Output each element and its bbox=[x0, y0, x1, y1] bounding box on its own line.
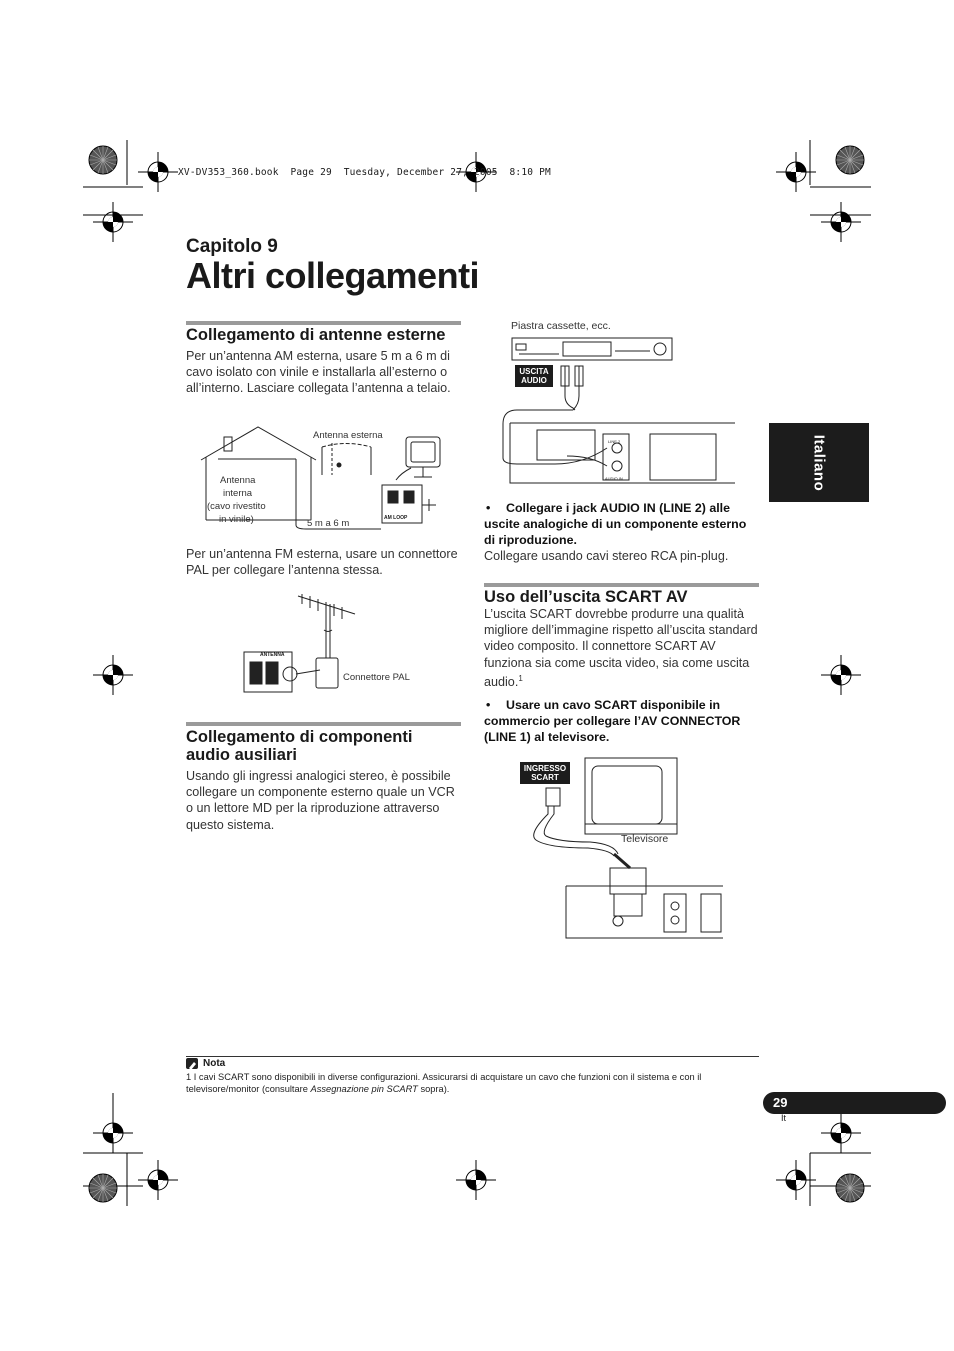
pal-connector-label: Connettore PAL bbox=[343, 672, 410, 683]
internal-antenna-label-1: Antenna bbox=[220, 475, 256, 486]
note-text bbox=[186, 1071, 761, 1095]
scart-section-text bbox=[484, 606, 762, 690]
section-title-audio-line2: audio ausiliari bbox=[186, 746, 297, 764]
antenna-port-label: ANTENNA bbox=[260, 652, 285, 658]
note-text-italic: Assegnazione pin SCART bbox=[310, 1084, 418, 1094]
language-tab bbox=[769, 423, 869, 502]
bullet-scart-marker: • bbox=[486, 698, 491, 712]
audio-output-tag bbox=[515, 365, 553, 387]
external-antenna-label: Antenna esterna bbox=[313, 430, 383, 441]
am-antenna-text: Per un’antenna AM esterna, usare 5 m a 6 m di cavo isolato con vinile e installarla all’esterno o all’interno. Lasciare collegata l’antenna a telaio. bbox=[186, 349, 451, 396]
am-loop-label: AM LOOP bbox=[384, 515, 408, 521]
page-number: 29 bbox=[773, 1095, 788, 1110]
internal-antenna-label-2: interna bbox=[223, 488, 253, 499]
am-antenna-figure bbox=[196, 425, 466, 540]
scart-text: L’uscita SCART dovrebbe produrre una qualità migliore dell’immagine rispetto all’uscita standard video composito. Il connettore SCART AV funziona sia come uscita video, sia come uscita audio. bbox=[484, 607, 758, 689]
line2-label: LINE 2 bbox=[608, 439, 621, 444]
section-title-scart: Uso dell’uscita SCART AV bbox=[484, 588, 688, 606]
fm-antenna-drawing bbox=[240, 590, 440, 700]
scart-figure bbox=[518, 756, 728, 941]
audio-in-label: AUDIO IN bbox=[605, 476, 623, 481]
scart-input-tag-line1: INGRESSO bbox=[523, 764, 567, 773]
internal-antenna-label-3: (cavo rivestito bbox=[207, 501, 266, 512]
section-title-antenna: Collegamento di antenne esterne bbox=[186, 326, 446, 344]
bullet-audio-marker: • bbox=[486, 501, 491, 515]
note-rule bbox=[186, 1056, 759, 1057]
fm-antenna-text: Per un’antenna FM esterna, usare un connettore PAL per collegare l’antenna stessa. bbox=[186, 547, 458, 578]
cassette-device-label: Piastra cassette, ecc. bbox=[511, 320, 611, 332]
note-title: Nota bbox=[203, 1058, 226, 1069]
footnote-ref: 1 bbox=[518, 673, 523, 683]
note-text-before: 1 I cavi SCART sono disponibili in diverse configurazioni. Assicurarsi di acquistare un cavo che funzioni con il sistema e con il televisore/monitor (consultare bbox=[186, 1072, 702, 1094]
cassette-connection-drawing bbox=[495, 318, 745, 490]
chapter-label: Capitolo 9 bbox=[186, 236, 278, 257]
internal-antenna-label-4: in vinile) bbox=[219, 514, 254, 525]
chapter-title: Altri collegamenti bbox=[186, 255, 480, 296]
bullet-scart-text: Usare un cavo SCART disponibile in commercio per collegare l’AV CONNECTOR (LINE 1) al televisore. bbox=[484, 698, 741, 745]
bullet-audio-text: Collegare i jack AUDIO IN (LINE 2) alle uscite analogiche di un componente esterno di riproduzione. bbox=[484, 501, 747, 548]
note-text-after: sopra). bbox=[417, 1084, 450, 1094]
cassette-figure bbox=[495, 318, 745, 490]
page-language-code: It bbox=[781, 1113, 787, 1123]
section-rule-antenna bbox=[186, 321, 461, 325]
fm-antenna-figure bbox=[240, 590, 440, 700]
tv-label: Televisore bbox=[621, 833, 669, 845]
note-icon bbox=[186, 1058, 198, 1069]
page-number-badge bbox=[763, 1092, 946, 1114]
section-rule-audio bbox=[186, 722, 461, 726]
audio-section-text: Usando gli ingressi analogici stereo, è possibile collegare un componente esterno quale un VCR o un lettore MD per la riproduzione attraverso questo sistema. bbox=[186, 769, 455, 832]
language-tab-label: Italiano bbox=[810, 434, 828, 491]
section-rule-scart bbox=[484, 583, 759, 587]
cable-length-label: 5 m a 6 m bbox=[307, 518, 350, 529]
scart-input-tag bbox=[520, 762, 570, 784]
audio-output-tag-line1: USCITA bbox=[519, 367, 549, 376]
print-header: XV-DV353_360.book Page 29 Tuesday, December 27, 2005 8:10 PM bbox=[178, 167, 551, 178]
bullet-audio-subtext: Collegare usando cavi stereo RCA pin-plug. bbox=[484, 549, 729, 563]
section-title-audio-line1: Collegamento di componenti bbox=[186, 728, 413, 746]
scart-input-tag-line2: SCART bbox=[531, 773, 559, 782]
audio-output-tag-line2: AUDIO bbox=[521, 376, 547, 385]
